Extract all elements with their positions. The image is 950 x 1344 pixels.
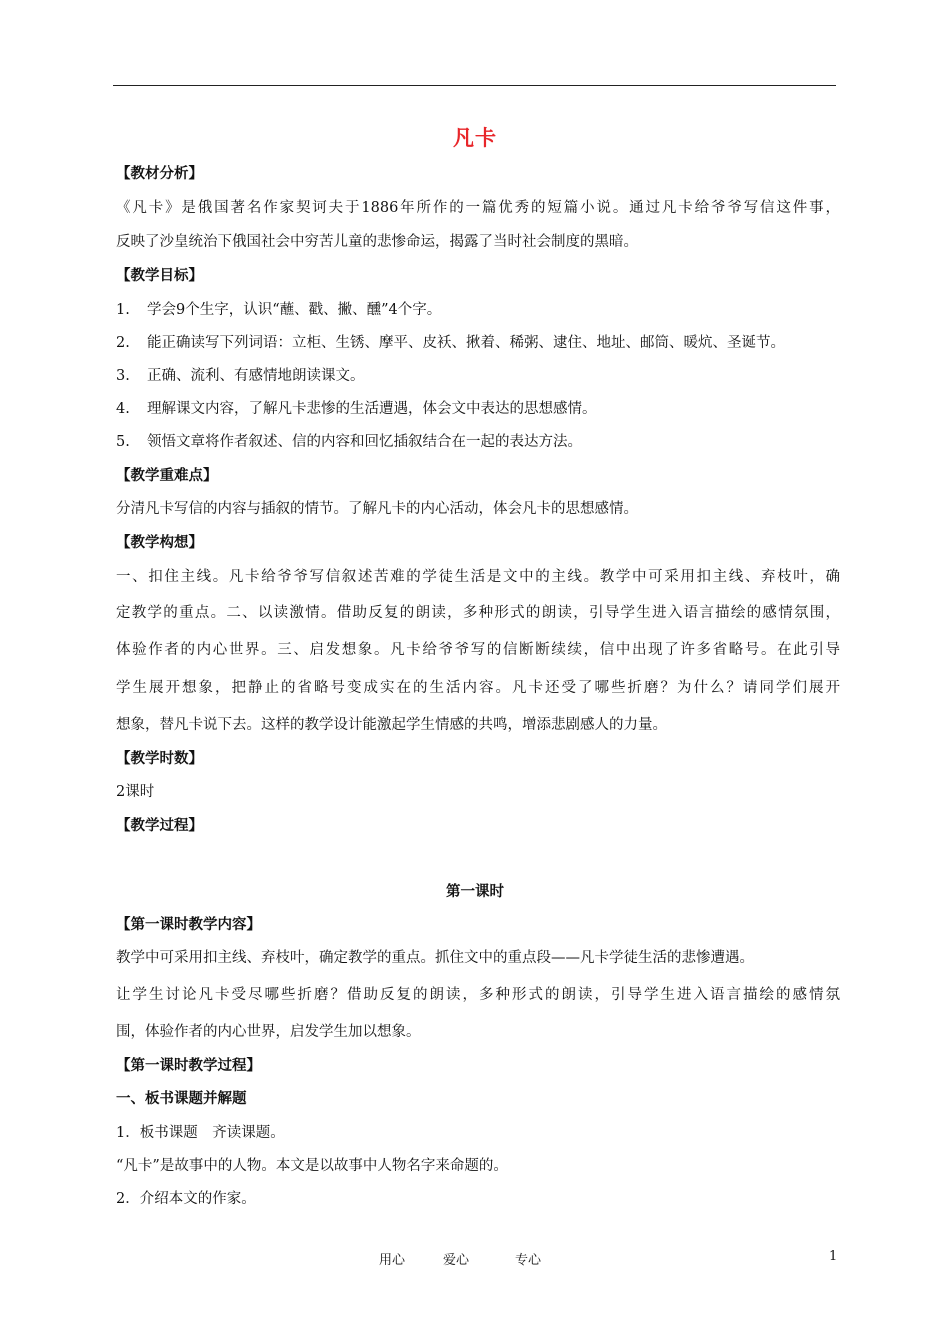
lesson-1-content-line: 教学中可采用扣主线、弃枝叶，确定教学的重点。抓住文中的重点段——凡卡学徒生活的悲惨遭遇。 [116, 950, 754, 966]
page-number: 1 [829, 1249, 838, 1264]
concept-line: 学生展开想象，把静止的省略号变成实在的生活内容。凡卡还受了哪些折磨？为什么？请同学们展开 [116, 680, 840, 696]
goal-item [116, 366, 840, 386]
concept-line: 定教学的重点。二、以读激情。借助反复的朗读，多种形式的朗读，引导学生进入语言描绘的感情氛围， [116, 605, 840, 621]
footer-motto-2: 爱心 [443, 1253, 470, 1268]
goal-text: 正确、流利、有感情地朗读课文。 [147, 368, 365, 384]
section-heading-process: 【教学过程】 [116, 818, 203, 834]
goal-number: 4. [116, 401, 130, 417]
section-heading-concept: 【教学构想】 [116, 535, 203, 551]
goal-text: 能正确读写下列词语：立柜、生锈、摩平、皮袄、揪着、稀粥、逮住、地址、邮筒、暖炕、圣诞节。 [147, 335, 785, 351]
goal-item [116, 399, 840, 419]
goal-item [116, 333, 840, 353]
header-rule [113, 85, 836, 86]
lesson-1-content-line: 让学生讨论凡卡受尽哪些折磨？借助反复的朗读，多种形式的朗读，引导学生进入语言描绘的感情氛 [116, 987, 840, 1003]
step-1-heading: 一、板书课题并解题 [116, 1091, 247, 1107]
goal-number: 2. [116, 335, 130, 351]
concept-line: 体验作者的内心世界。三、启发想象。凡卡给爷爷写的信断断续续，信中出现了许多省略号。在此引导 [116, 642, 840, 658]
analysis-paragraph-line-2: 反映了沙皇统治下俄国社会中穷苦儿童的悲惨命运，揭露了当时社会制度的黑暗。 [116, 234, 638, 250]
footer-motto-1: 用心 [379, 1253, 406, 1268]
section-heading-hours: 【教学时数】 [116, 751, 203, 767]
concept-line: 想象，替凡卡说下去。这样的教学设计能激起学生情感的共鸣，增添悲剧感人的力量。 [116, 717, 667, 733]
goal-text: 理解课文内容，了解凡卡悲惨的生活遭遇，体会文中表达的思想感情。 [147, 401, 597, 417]
footer-motto-3: 专心 [515, 1253, 542, 1268]
analysis-paragraph-line-1: 《凡卡》是俄国著名作家契诃夫于1886年所作的一篇优秀的短篇小说。通过凡卡给爷爷写信这件事， [116, 200, 840, 216]
section-heading-key-points: 【教学重难点】 [116, 468, 218, 484]
lesson-1-process-heading: 【第一课时教学过程】 [116, 1058, 261, 1074]
goal-item [116, 432, 840, 452]
goal-number: 1. [116, 302, 130, 318]
lesson-1-content-line: 围，体验作者的内心世界，启发学生加以想象。 [116, 1024, 421, 1040]
step-1-1: 1．板书课题 齐读课题。 [116, 1125, 285, 1141]
goal-text: 领悟文章将作者叙述、信的内容和回忆插叙结合在一起的表达方法。 [147, 434, 582, 450]
lesson-1-content-heading: 【第一课时教学内容】 [116, 917, 261, 933]
lesson-1-title: 第一课时 [446, 884, 504, 900]
goal-number: 5. [116, 434, 130, 450]
key-points-text: 分清凡卡写信的内容与插叙的情节。了解凡卡的内心活动，体会凡卡的思想感情。 [116, 501, 638, 517]
section-heading-analysis: 【教材分析】 [116, 166, 203, 182]
goal-item [116, 300, 840, 320]
goal-text: 学会9个生字，认识“蘸、戳、撇、醺”4个字。 [147, 302, 442, 318]
concept-line: 一、扣住主线。凡卡给爷爷写信叙述苦难的学徒生活是文中的主线。教学中可采用扣主线、弃枝叶，确 [116, 569, 840, 585]
hours-text: 2课时 [116, 784, 155, 800]
section-heading-goals: 【教学目标】 [116, 268, 203, 284]
document-title: 凡卡 [453, 126, 497, 150]
step-1-1-note: “凡卡”是故事中的人物。本文是以故事中人物名字来命题的。 [116, 1158, 508, 1174]
goal-number: 3. [116, 368, 130, 384]
step-1-2: 2．介绍本文的作家。 [116, 1191, 256, 1207]
